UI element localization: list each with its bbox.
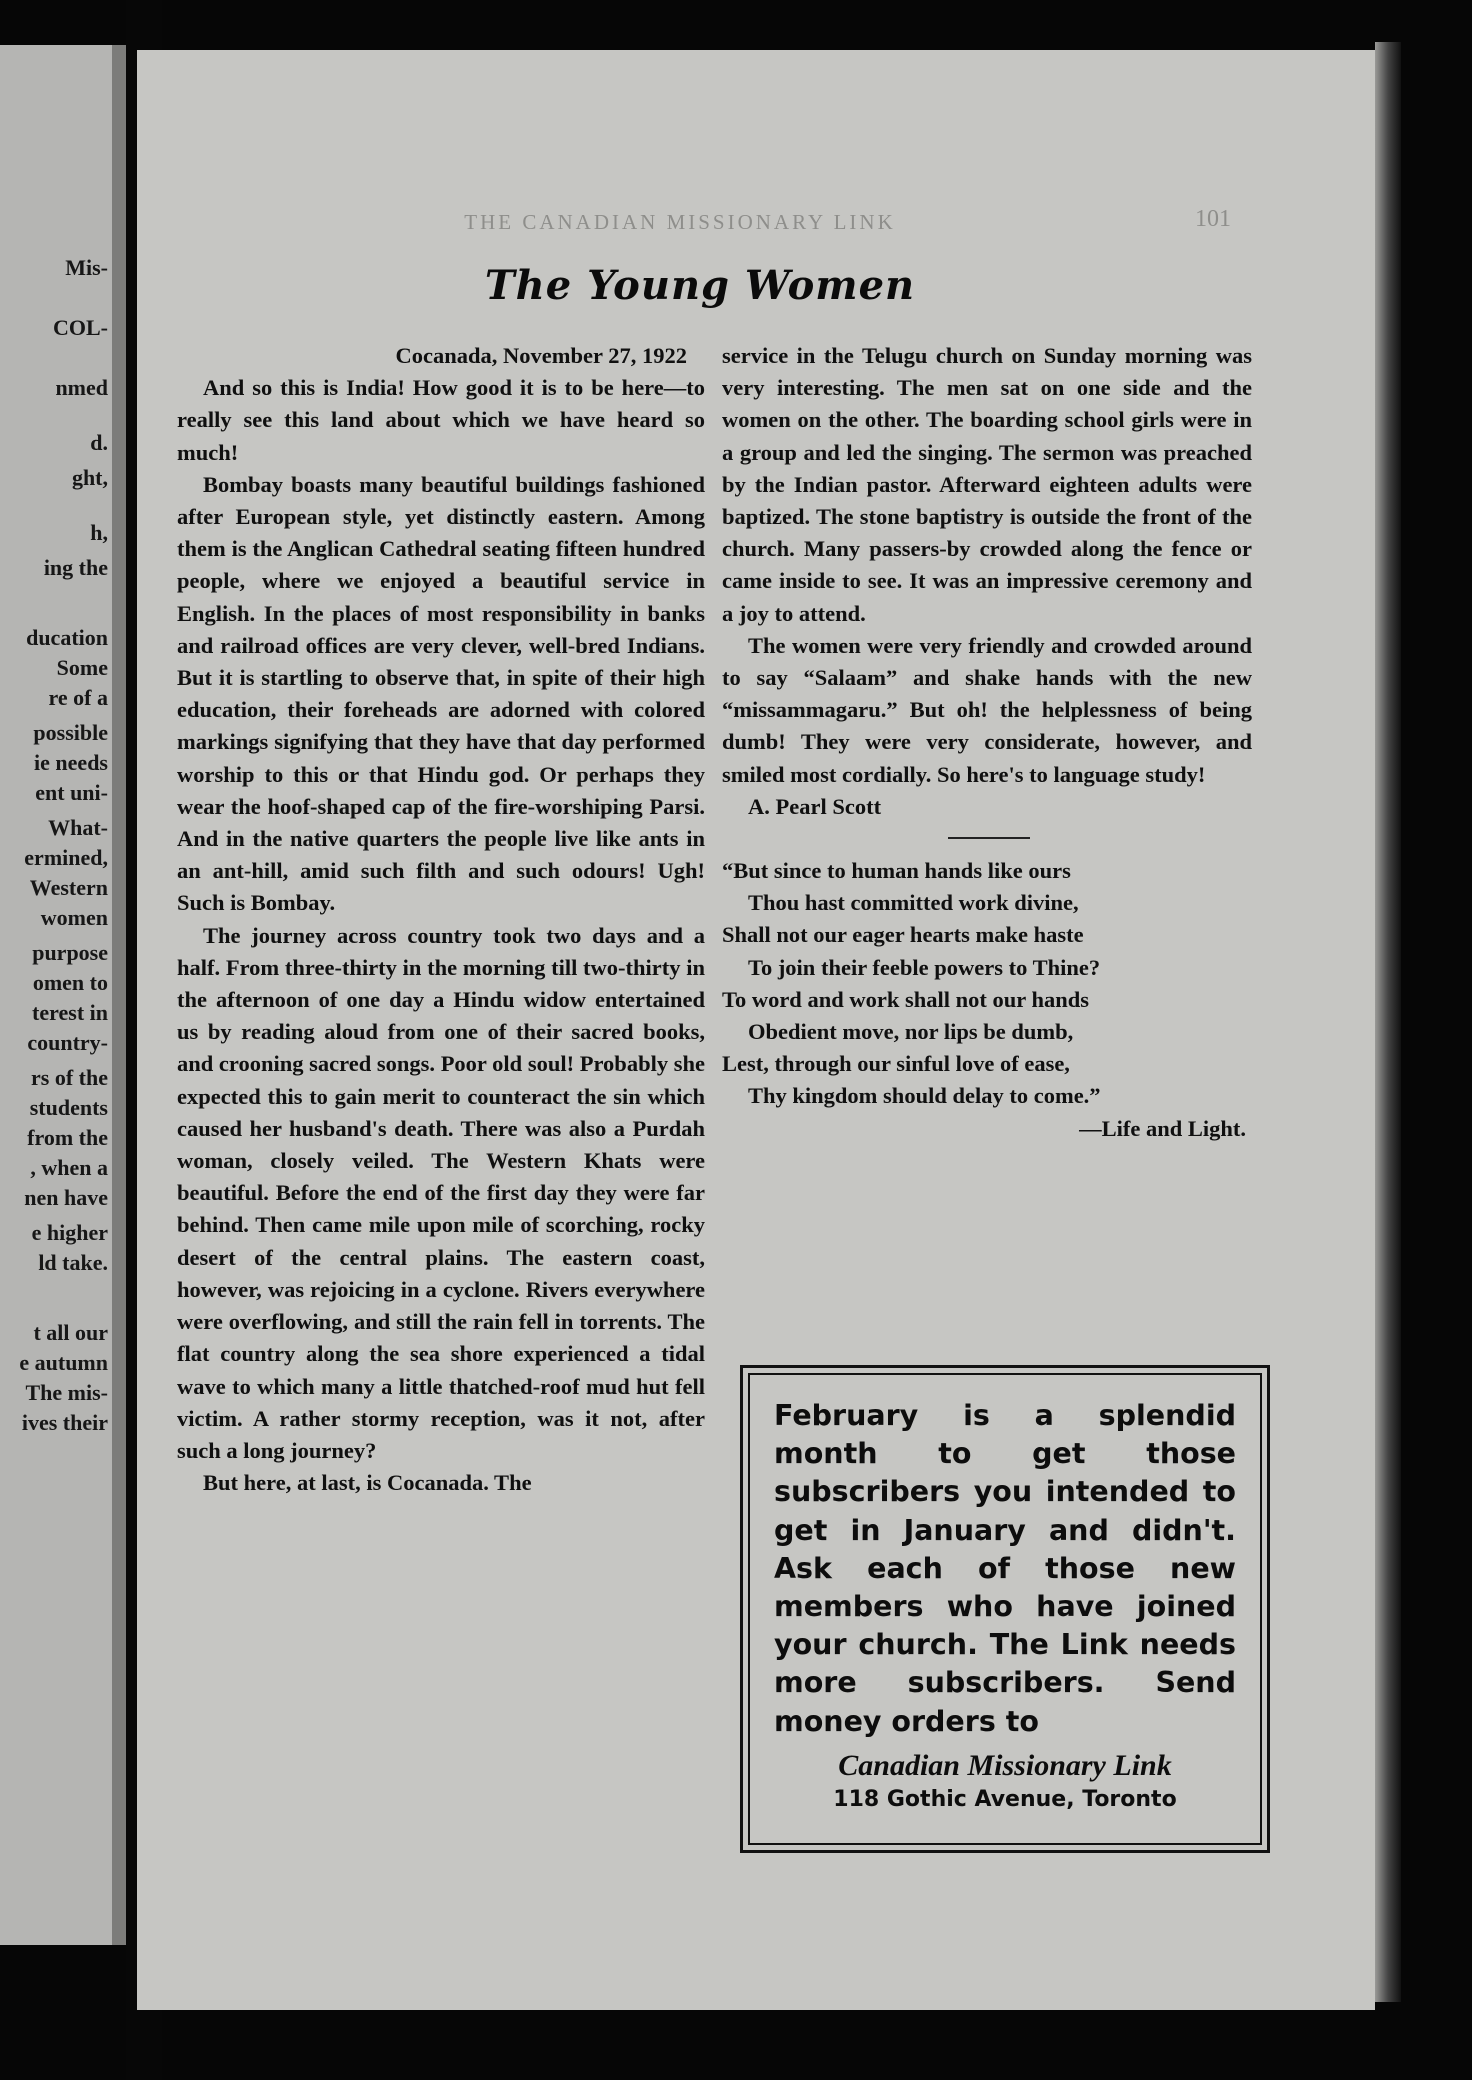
article-dateline: Cocanada, November 27, 1922 <box>395 343 687 368</box>
article-paragraph: Bombay boasts many beautiful buildings fashioned after European style, yet distinctly eastern. Among them is the Anglican Cathedral seating fifteen hundred people, where we enjoyed a beautiful service in English. In the places of most responsibility in banks and railroad offices are very clever, well-bred Indians. But it is startling to observe that, in spite of their high education, their foreheads are adorned with colored markings signifying that they have that day performed worship to this or that Hindu god. Or perhaps they wear the hoof-shaped cap of the fire-worshiping Parsi. And in the native quarters the people live like ants in an ant-hill, amid such filth and such odours! Ugh! Such is Bombay. <box>177 471 705 916</box>
facing-page-text: Mis- <box>65 255 108 280</box>
facing-page-text: students <box>29 1095 108 1120</box>
facing-page-text: ermined, <box>24 845 108 870</box>
poem-line: Lest, through our sinful love of ease, <box>722 1051 1070 1077</box>
article-paragraph: The journey across country took two days and a half. From three-thirty in the morning till two-thirty in the afternoon of one day a Hindu widow entertained us by reading aloud from one of their sacred books, and crooning sacred songs. Poor old soul! Probably she expected this to gain merit to counteract the sin which caused her husband's death. There was also a Purdah woman, closely veiled. The Western Khats were beautiful. Before the end of the first day they were far behind. Then came mile upon mile of scorching, rocky desert of the central plains. The eastern coast, however, was rejoicing in a cyclone. Rivers everywhere were overflowing, and still the rain fell in torrents. The flat country along the sea shore experienced a tidal wave to which many a little thatched-roof mud hut fell victim. A rather stormy reception, was it not, after such a long journey? <box>177 922 705 1463</box>
facing-page-text: ght, <box>71 465 108 490</box>
facing-page-text: ent uni- <box>35 780 108 805</box>
facing-page-text: country- <box>27 1030 108 1055</box>
section-title: The Young Women <box>484 262 916 309</box>
facing-page-text: ie needs <box>34 750 108 775</box>
poem <box>722 855 1252 1113</box>
facing-page-text: h, <box>90 520 108 545</box>
article-paragraph: And so this is India! How good it is to be here—to really see this land about which we have heard so much! <box>177 375 705 465</box>
facing-page-text: e autumn <box>19 1350 108 1375</box>
poem-line: To join their feeble powers to Thine? <box>748 954 1101 980</box>
poem-line: “But since to human hands like ours <box>722 858 1071 884</box>
facing-page-text: ducation <box>26 625 108 650</box>
poem-line: Obedient move, nor lips be dumb, <box>748 1019 1074 1045</box>
facing-page-text: COL- <box>53 315 108 340</box>
facing-page-text: d. <box>90 430 108 455</box>
facing-page-text: terest in <box>32 1000 108 1025</box>
facing-page-text: e higher <box>31 1220 108 1245</box>
notice-publication-name: Canadian Missionary Link <box>838 1748 1172 1782</box>
facing-page-text: re of a <box>48 685 108 710</box>
article-column-2 <box>722 340 1252 1145</box>
facing-page-text: , when a <box>30 1155 108 1180</box>
page-edge-shadow <box>1375 42 1401 2002</box>
notice-address: 118 Gothic Avenue, Toronto <box>833 1786 1177 1812</box>
facing-page-text: Some <box>56 655 108 680</box>
facing-page-text: possible <box>33 720 108 745</box>
article-paragraph: But here, at last, is Cocanada. The <box>203 1470 532 1496</box>
facing-page-text: ing the <box>43 555 108 580</box>
notice-text: February is a splendid month to get those subscribers you intended to get in January and didn't. Ask each of those new members who have joined your church. The Link needs more subscribers. Send money orders to <box>774 1399 1236 1738</box>
running-head-bleed: THE CANADIAN MISSIONARY LINK <box>464 210 896 234</box>
facing-page-fragment <box>0 45 126 1945</box>
article-column-1 <box>177 340 705 1499</box>
poem-line: To word and work shall not our hands <box>722 986 1090 1012</box>
article-paragraph: The women were very friendly and crowded around to say “Salaam” and shake hands with the new “missammagaru.” But oh! the helplessness of being dumb! They were very considerate, however, and smiled most cordially. So here's to language study! <box>722 632 1252 787</box>
page-number: 101 <box>1195 206 1231 232</box>
notice-inner-border <box>748 1373 1262 1845</box>
facing-page-text: women <box>40 905 108 930</box>
article-paragraph: service in the Telugu church on Sunday morning was very interesting. The men sat on one side and the women on the other. The boarding school girls were in a group and led the singing. The sermon was preached by the Indian pastor. Afterward eighteen adults were baptized. The stone baptistry is outside the front of the church. Many passers-by crowded along the fence or came inside to see. It was an impressive ceremony and a joy to attend. <box>722 343 1252 626</box>
poem-line: Thou hast committed work divine, <box>748 890 1079 916</box>
article-signature: A. Pearl Scott <box>748 793 882 819</box>
facing-page-text: What- <box>48 815 108 840</box>
facing-page-text: rs of the <box>31 1065 108 1090</box>
facing-page-text: purpose <box>32 940 108 965</box>
facing-page-text: The mis- <box>25 1380 108 1405</box>
facing-page-text: ives their <box>21 1410 108 1435</box>
facing-page-text: Western <box>29 875 108 900</box>
subscription-notice-box <box>740 1365 1270 1853</box>
poem-line: Shall not our eager hearts make haste <box>722 922 1084 948</box>
facing-page-text: nmed <box>55 375 108 400</box>
section-divider <box>948 837 1030 839</box>
facing-page-text: nen have <box>24 1185 108 1210</box>
facing-page-text: from the <box>27 1125 108 1150</box>
poem-line: Thy kingdom should delay to come.” <box>748 1083 1101 1109</box>
poem-attribution: —Life and Light. <box>1079 1115 1246 1141</box>
facing-page-text: ld take. <box>38 1250 108 1275</box>
facing-page-text: omen to <box>32 970 108 995</box>
facing-page-text: t all our <box>33 1320 108 1345</box>
